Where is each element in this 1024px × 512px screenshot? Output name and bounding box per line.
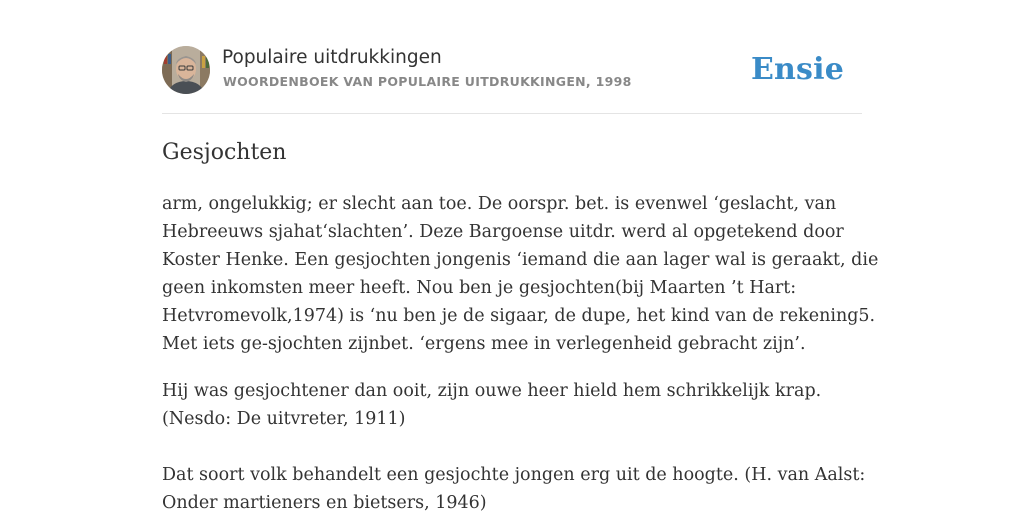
ensie-logo[interactable]: Ensie bbox=[750, 52, 844, 87]
avatar bbox=[162, 46, 210, 94]
entry-title: Gesjochten bbox=[162, 140, 287, 165]
example-quote bbox=[162, 377, 862, 433]
definition-line: geen inkomsten meer heeft. Nou ben je gesjochten(bij Maarten ’t Hart: bbox=[162, 278, 797, 298]
quote-line: (Nesdo: De uitvreter, 1911) bbox=[162, 409, 406, 429]
author-portrait-icon bbox=[162, 46, 210, 94]
quote-line: Hij was gesjochtener dan ooit, zijn ouwe heer hield hem schrikkelijk krap. bbox=[162, 381, 822, 401]
source-subtitle: WOORDENBOEK VAN POPULAIRE UITDRUKKINGEN, 1998 bbox=[223, 74, 632, 89]
entry-definition bbox=[162, 190, 879, 358]
example-quote bbox=[162, 461, 866, 512]
header-divider bbox=[162, 113, 862, 114]
source-header bbox=[162, 46, 862, 96]
definition-line: arm, ongelukkig; er slecht aan toe. De oorspr. bet. is evenwel ‘geslacht, van bbox=[162, 194, 837, 214]
definition-line: Koster Henke. Een gesjochten jongenis ‘iemand die aan lager wal is geraakt, die bbox=[162, 250, 879, 270]
definition-line: Hetvromevolk,1974) is ‘nu ben je de sigaar, de dupe, het kind van de rekening5. bbox=[162, 306, 876, 326]
definition-line: Met iets ge-sjochten zijnbet. ‘ergens mee in verlegenheid gebracht zijn’. bbox=[162, 334, 806, 354]
definition-line: Hebreeuws sjahat‘slachten’. Deze Bargoense uitdr. werd al opgetekend door bbox=[162, 222, 844, 242]
quote-line: Onder martieners en bietsers, 1946) bbox=[162, 493, 487, 512]
source-title[interactable]: Populaire uitdrukkingen bbox=[222, 47, 442, 68]
quote-line: Dat soort volk behandelt een gesjochte jongen erg uit de hoogte. (H. van Aalst: bbox=[162, 465, 866, 485]
entry-card bbox=[162, 0, 879, 512]
